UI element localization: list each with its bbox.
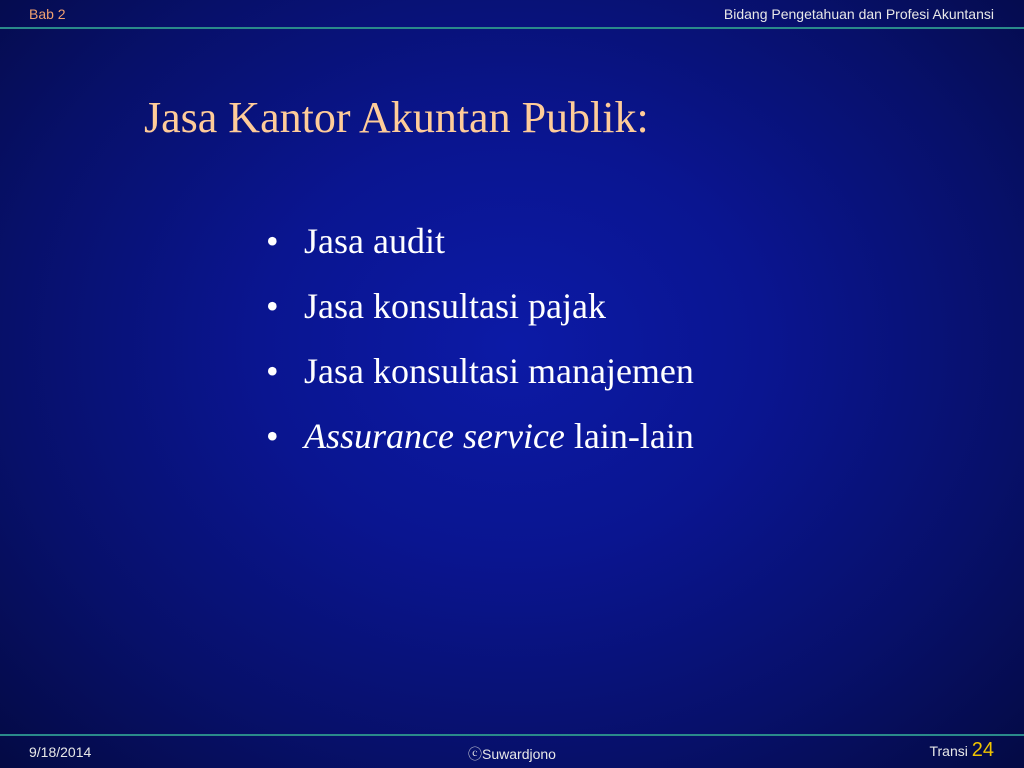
list-item [266, 348, 694, 413]
bullet-icon: • [266, 221, 279, 261]
slide-title: Jasa Kantor Akuntan Publik: [144, 93, 649, 142]
bullet-icon: • [266, 351, 279, 391]
bullet-text: Jasa audit [304, 221, 445, 261]
footer-slide-info [929, 739, 994, 762]
bullet-text: lain-lain [564, 416, 694, 456]
list-item [266, 413, 694, 478]
bullet-text: Jasa konsultasi manajemen [304, 351, 694, 391]
footer-date: 9/18/2014 [29, 744, 92, 760]
bullet-text: Jasa konsultasi pajak [304, 286, 606, 326]
footer-label: Transi [929, 743, 968, 759]
course-title: Bidang Pengetahuan dan Profesi Akuntansi [723, 6, 994, 22]
footer-copyright: ⓒSuwardjono [468, 746, 556, 762]
slide-number: 24 [971, 739, 994, 761]
slide-footer [0, 734, 1024, 768]
bullet-icon: • [266, 416, 279, 456]
bullet-icon: • [266, 286, 279, 326]
bullet-list [266, 218, 694, 478]
list-item [266, 283, 694, 348]
chapter-label: Bab 2 [29, 6, 66, 22]
slide-header [0, 0, 1024, 29]
list-item [266, 218, 694, 283]
bullet-italic-text: Assurance service [304, 416, 565, 456]
